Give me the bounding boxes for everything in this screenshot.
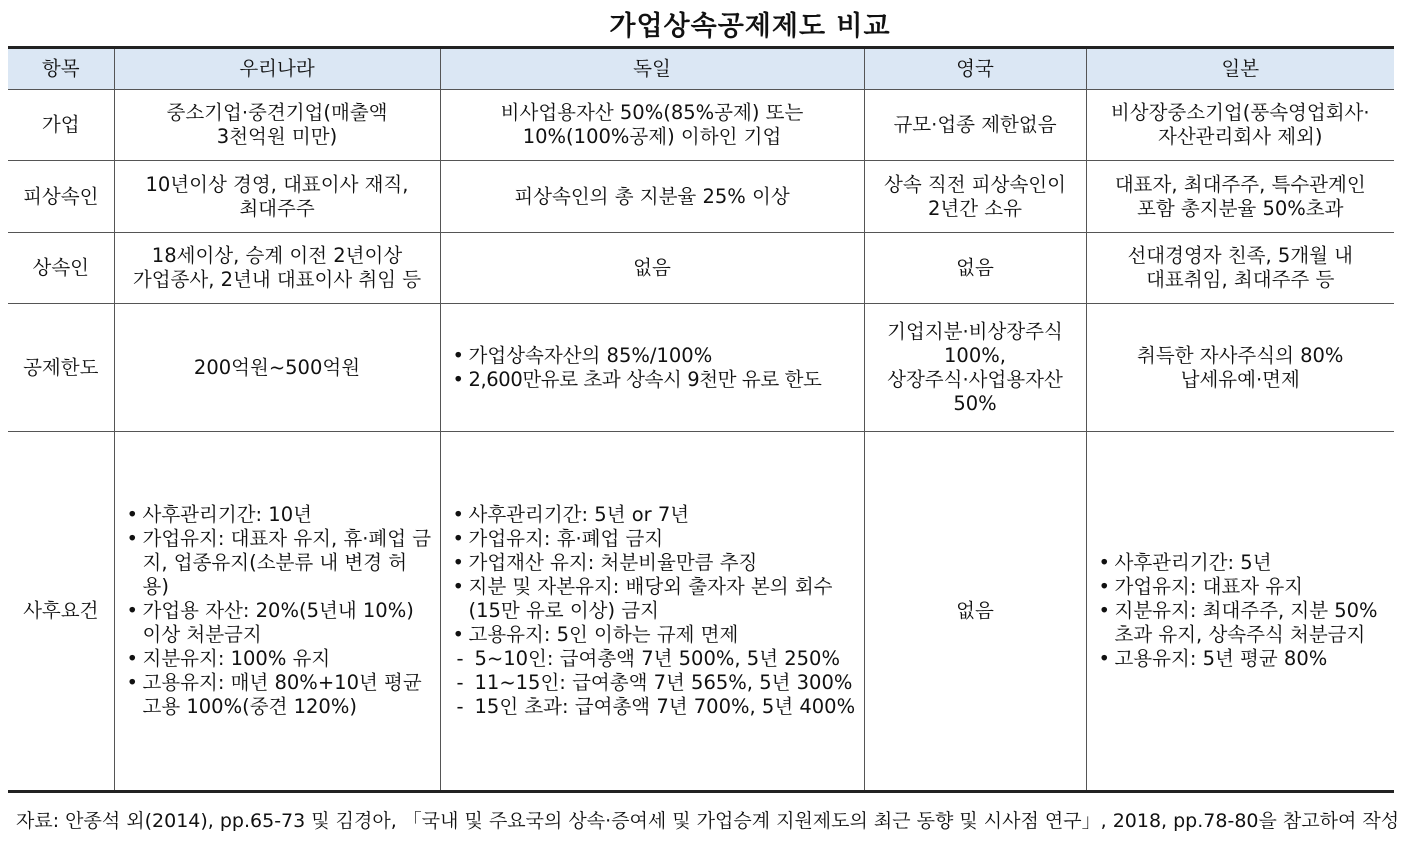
cell-line: 기업지분·비상장주식 xyxy=(887,319,1063,343)
cell-line: 2년간 소유 xyxy=(928,196,1022,220)
list-item: • 사후관리기간: 10년 xyxy=(121,503,434,527)
cell-line: 100%, xyxy=(944,343,1006,367)
header-germany: 독일 xyxy=(440,48,864,90)
list-item: • 가업유지: 휴·폐업 금지 xyxy=(447,527,858,551)
sub-list-item: - 5~10인: 급여총액 7년 500%, 5년 250% xyxy=(447,647,858,671)
cell-germany xyxy=(440,304,864,432)
cell-korea xyxy=(114,432,440,792)
cell-line: 대표자, 최대주주, 특수관계인 xyxy=(1114,172,1366,196)
header-korea: 우리나라 xyxy=(114,48,440,90)
row-label: 사후요건 xyxy=(8,432,114,792)
cell-germany xyxy=(440,432,864,792)
bullet-list xyxy=(447,344,858,392)
cell-japan xyxy=(1086,233,1394,304)
cell-line: 납세유예·면제 xyxy=(1180,367,1300,391)
list-item: • 가업재산 유지: 처분비율만큼 추징 xyxy=(447,551,858,575)
bullet-list xyxy=(447,503,858,719)
cell-germany xyxy=(440,90,864,161)
cell-line: 피상속인의 총 지분율 25% 이상 xyxy=(514,184,790,208)
header-japan: 일본 xyxy=(1086,48,1394,90)
table-row xyxy=(8,161,1394,233)
cell-line: 대표취임, 최대주주 등 xyxy=(1146,268,1335,291)
cell-uk xyxy=(864,233,1086,304)
list-item: • 가업유지: 대표자 유지 xyxy=(1093,575,1389,599)
list-item: • 지분유지: 최대주주, 지분 50%초과 유지, 상속주식 처분금지 xyxy=(1093,599,1389,647)
cell-line: 50% xyxy=(953,391,997,415)
cell-line: 선대경영자 친족, 5개월 내 xyxy=(1127,244,1354,267)
bullet-list xyxy=(1093,551,1389,671)
cell-germany xyxy=(440,161,864,233)
table-row xyxy=(8,90,1394,161)
cell-line: 3천억원 미만) xyxy=(216,125,338,148)
cell-uk xyxy=(864,161,1086,233)
list-item: • 고용유지: 매년 80%+10년 평균 고용 100%(중견 120%) xyxy=(121,671,434,719)
table-title: 가업상속공제제도 비교 xyxy=(609,11,891,42)
cell-uk xyxy=(864,304,1086,432)
sub-list-item: - 15인 초과: 급여총액 7년 700%, 5년 400% xyxy=(447,695,858,719)
cell-japan xyxy=(1086,432,1394,792)
cell-korea xyxy=(114,233,440,304)
cell-line: 자산관리회사 제외) xyxy=(1157,125,1323,148)
cell-line: 취득한 자사주식의 80% xyxy=(1137,343,1344,367)
cell-line: 없음 xyxy=(956,599,994,622)
list-item: • 사후관리기간: 5년 or 7년 xyxy=(447,503,858,527)
cell-line: 10년이상 경영, 대표이사 재직, xyxy=(145,172,409,196)
cell-japan xyxy=(1086,161,1394,233)
list-item: • 지분유지: 100% 유지 xyxy=(121,647,434,671)
cell-korea xyxy=(114,161,440,233)
list-item: • 고용유지: 5년 평균 80% xyxy=(1093,647,1389,671)
cell-line: 규모·업종 제한없음 xyxy=(893,113,1057,136)
list-item: • 사후관리기간: 5년 xyxy=(1093,551,1389,575)
list-item: • 가업유지: 대표자 유지, 휴·폐업 금지, 업종유지(소분류 내 변경 허용) xyxy=(121,527,434,599)
cell-line: 가업종사, 2년내 대표이사 취임 등 xyxy=(132,268,422,291)
cell-line: 상장주식·사업용자산 xyxy=(887,367,1063,391)
cell-japan xyxy=(1086,90,1394,161)
cell-uk xyxy=(864,432,1086,792)
table-row xyxy=(8,304,1394,432)
table-row xyxy=(8,432,1394,792)
cell-line: 중소기업·중견기업(매출액 xyxy=(166,101,388,124)
header-row xyxy=(8,48,1394,90)
cell-line: 없음 xyxy=(956,256,994,279)
cell-japan xyxy=(1086,304,1394,432)
cell-germany xyxy=(440,233,864,304)
cell-line: 200억원~500억원 xyxy=(193,355,361,379)
header-item: 항목 xyxy=(8,48,114,90)
row-label: 상속인 xyxy=(8,233,114,304)
list-item: • 가업상속자산의 85%/100% xyxy=(447,344,858,368)
bullet-list xyxy=(121,503,434,719)
cell-line: 18세이상, 승계 이전 2년이상 xyxy=(151,244,403,267)
cell-line: 없음 xyxy=(633,256,671,279)
list-item: • 고용유지: 5인 이하는 규제 면제 xyxy=(447,623,858,647)
table-row xyxy=(8,233,1394,304)
list-item: • 2,600만유로 초과 상속시 9천만 유로 한도 xyxy=(447,368,858,392)
cell-line: 상속 직전 피상속인이 xyxy=(884,172,1066,196)
row-label: 공제한도 xyxy=(8,304,114,432)
cell-line: 비사업용자산 50%(85%공제) 또는 xyxy=(500,101,804,124)
row-label: 가업 xyxy=(8,90,114,161)
row-label: 피상속인 xyxy=(8,161,114,233)
sub-list-item: - 11~15인: 급여총액 7년 565%, 5년 300% xyxy=(447,671,858,695)
source-note: 자료: 안종석 외(2014), pp.65-73 및 김경아, 「국내 및 주요국의 상속·증여세 및 가업승계 지원제도의 최근 동향 및 시사점 연구」, 2018, pp.78-80을 참고하여 작성 xyxy=(16,810,1400,832)
cell-korea xyxy=(114,304,440,432)
cell-korea xyxy=(114,90,440,161)
list-item: • 가업용 자산: 20%(5년내 10%) 이상 처분금지 xyxy=(121,599,434,647)
comparison-table xyxy=(8,46,1394,793)
header-uk: 영국 xyxy=(864,48,1086,90)
cell-line: 최대주주 xyxy=(239,196,315,220)
list-item: • 지분 및 자본유지: 배당외 출자자 본의 회수 (15만 유로 이상) 금지 xyxy=(447,575,858,623)
cell-line: 포함 총지분율 50%초과 xyxy=(1137,196,1344,220)
cell-line: 10%(100%공제) 이하인 기업 xyxy=(522,125,782,148)
cell-line: 비상장중소기업(풍속영업회사· xyxy=(1110,101,1370,124)
cell-uk xyxy=(864,90,1086,161)
